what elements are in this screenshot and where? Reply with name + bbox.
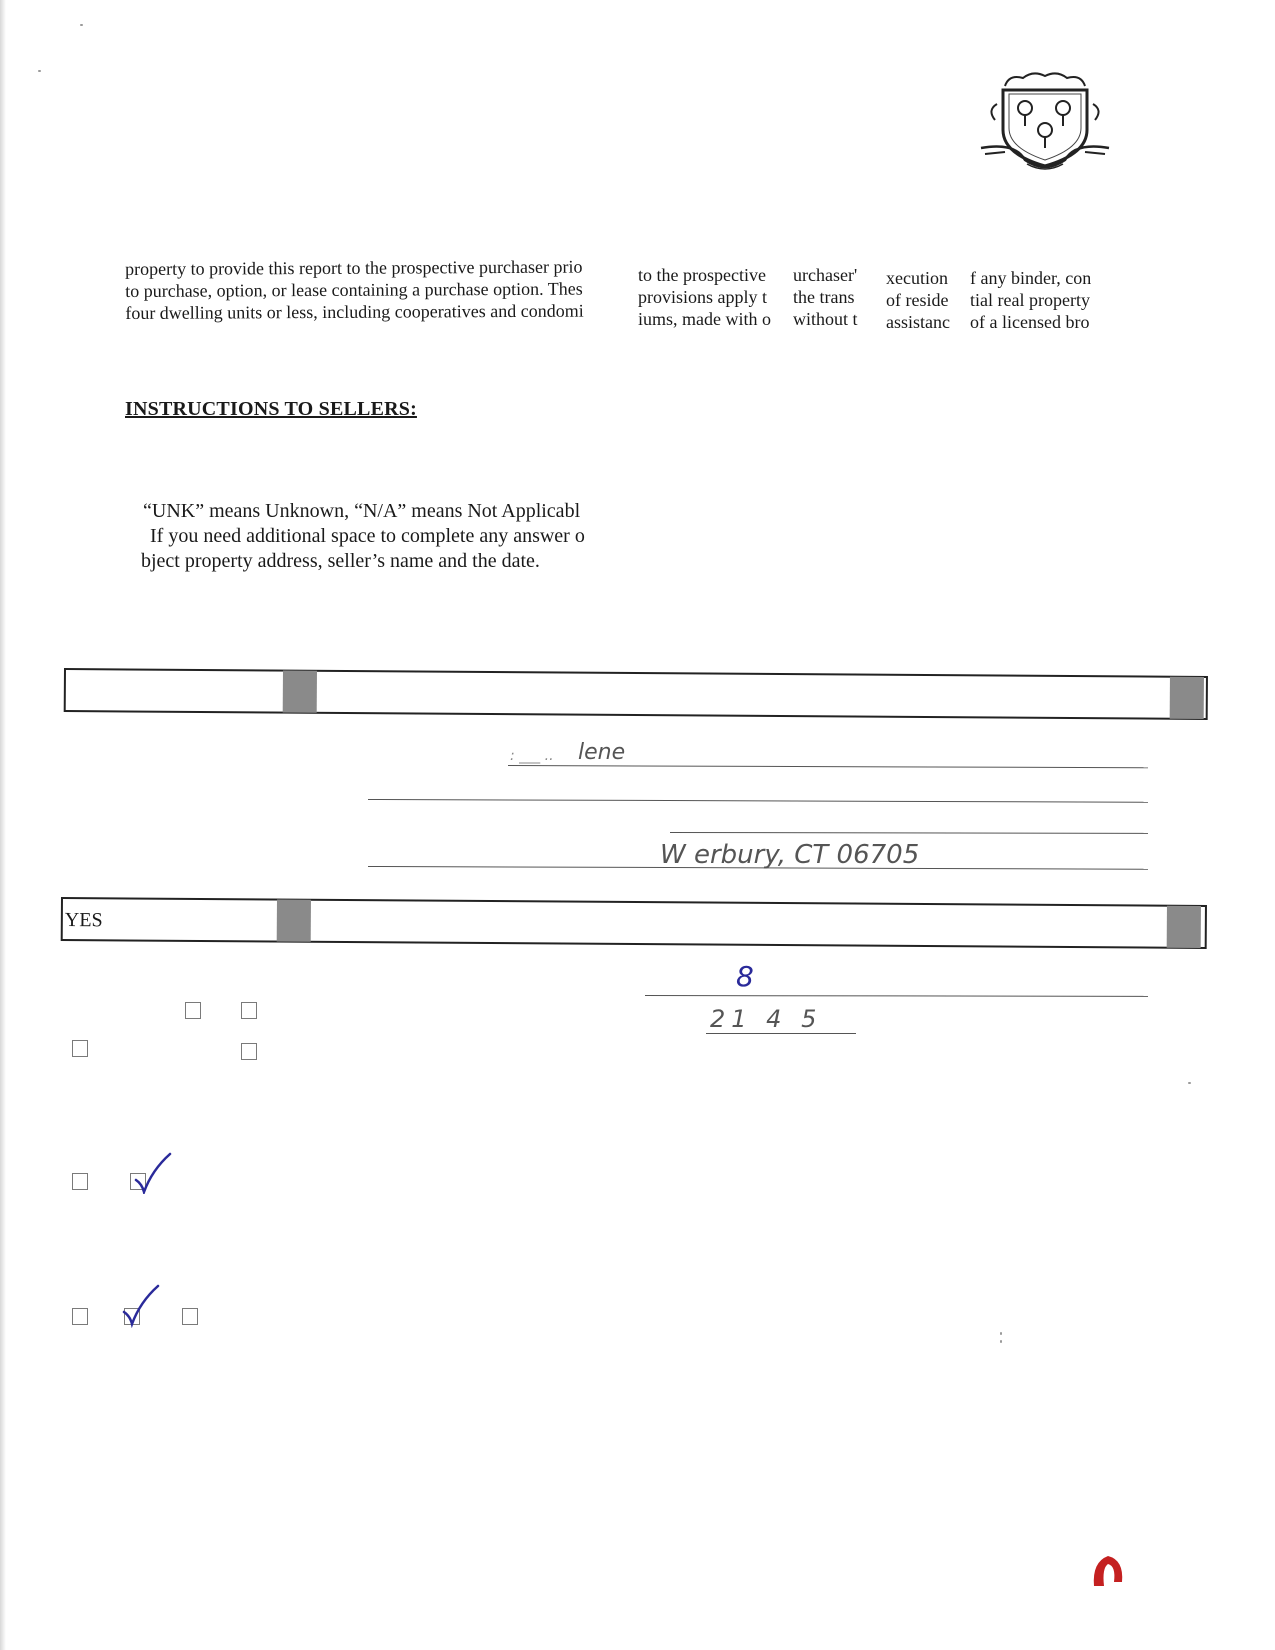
corner-logo-icon — [1090, 1552, 1126, 1588]
checkbox[interactable] — [72, 1173, 88, 1190]
checkbox[interactable] — [72, 1040, 88, 1057]
intro-line: xecution — [886, 268, 948, 288]
checkmark-icon — [130, 1150, 178, 1194]
answer-field-line-short — [706, 1033, 856, 1034]
instruction-line: “UNK” means Unknown, “N/A” means Not Applicabl — [143, 500, 581, 522]
intro-line: provisions apply t — [638, 287, 767, 307]
bar-shade-block — [283, 671, 317, 713]
intro-line: without t — [793, 309, 858, 329]
scan-speck — [1000, 1332, 1002, 1335]
intro-line: to purchase, option, or lease containing a purchase option. Thes — [125, 278, 583, 301]
instruction-line: bject property address, seller’s name and the date. — [141, 550, 540, 572]
intro-line: to the prospective — [638, 265, 766, 285]
handwritten-number: 21 4 5 — [710, 1005, 823, 1033]
checkmark-icon — [118, 1284, 166, 1328]
checkbox[interactable] — [185, 1002, 201, 1019]
checkbox[interactable] — [241, 1043, 257, 1060]
handwritten-city: W erbury, CT 06705 — [660, 840, 920, 870]
intro-line: of reside — [886, 290, 949, 310]
scan-speck — [1000, 1340, 1002, 1343]
intro-line: property to provide this report to the prospective purchaser prio — [125, 256, 583, 279]
intro-line: the trans — [793, 287, 855, 307]
intro-line: urchaser' — [793, 265, 858, 285]
intro-column-3 — [793, 264, 858, 330]
checkbox[interactable] — [241, 1002, 257, 1019]
handwritten-stroke: : ___ .. — [510, 748, 554, 764]
intro-column-5 — [970, 267, 1091, 333]
name-field-line — [508, 765, 1148, 768]
intro-column-2 — [638, 264, 771, 330]
intro-line: four dwelling units or less, including cooperatives and condomi — [125, 300, 584, 323]
handwritten-name: lene — [578, 740, 626, 765]
section-header-bar — [64, 668, 1208, 720]
intro-line: assistanc — [886, 312, 950, 332]
intro-line: iums, made with o — [638, 309, 771, 329]
intro-line: of a licensed bro — [970, 312, 1090, 332]
scan-speck — [38, 70, 41, 72]
bar-shade-block — [1170, 677, 1204, 719]
intro-column-1 — [125, 256, 584, 324]
instruction-line: If you need additional space to complete any answer o — [150, 525, 585, 547]
checkbox[interactable] — [182, 1308, 198, 1325]
state-seal-icon — [975, 68, 1115, 180]
scan-speck — [80, 24, 83, 26]
yes-column-label: YES — [64, 909, 103, 932]
bar-shade-block — [277, 900, 311, 942]
instructions-heading: INSTRUCTIONS TO SELLERS: — [125, 398, 417, 420]
handwritten-number: 8 — [736, 960, 754, 993]
bar-shade-block — [1167, 906, 1201, 948]
scan-edge-shadow — [0, 0, 6, 1650]
intro-line: f any binder, con — [970, 268, 1092, 288]
intro-line: tial real property — [970, 290, 1090, 310]
intro-column-4 — [886, 267, 950, 333]
yes-header-bar — [61, 897, 1207, 949]
street-field-line — [670, 832, 1148, 834]
checkbox[interactable] — [72, 1308, 88, 1325]
address-field-line — [368, 799, 1148, 803]
scan-speck — [1188, 1082, 1191, 1084]
answer-field-line — [645, 995, 1148, 997]
